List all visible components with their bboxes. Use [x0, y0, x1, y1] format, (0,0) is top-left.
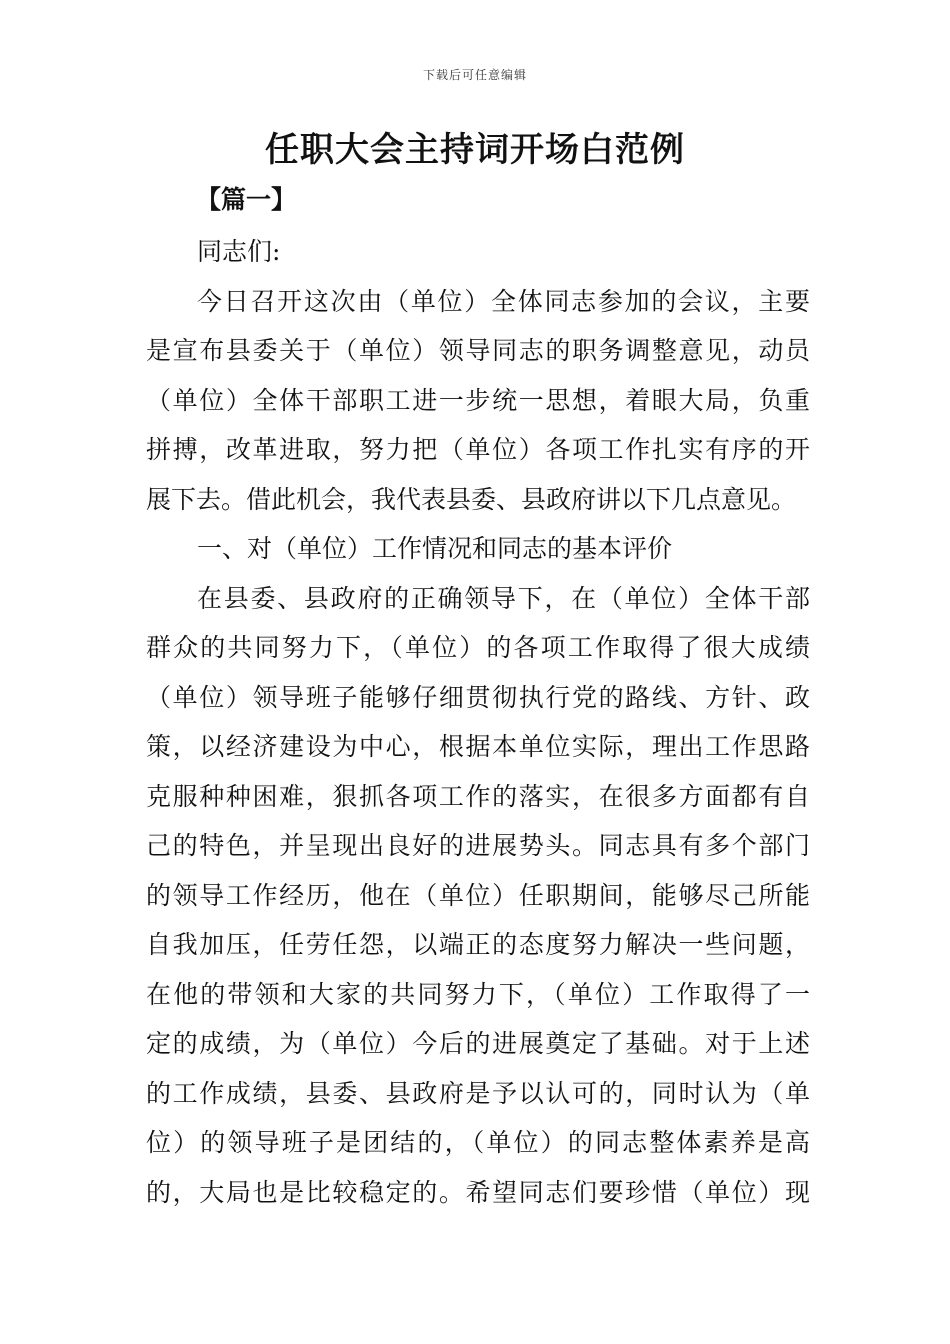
body-line: 位）的领导班子是团结的，（单位）的同志整体素养是高	[146, 1128, 810, 1157]
header-note: 下载后可任意编辑	[422, 68, 527, 82]
body-line: 的领导工作经历，他在（单位）任职期间，能够尽己所能	[146, 880, 810, 910]
body-line: 策，以经济建设为中心，根据本单位实际，理出工作思路	[146, 732, 810, 761]
document-title: 任职大会主持词开场白范例	[265, 130, 685, 170]
body-line: 的，大局也是比较稳定的。希望同志们要珍惜（单位）现	[146, 1177, 810, 1207]
body-line: 克服种种困难，狠抓各项工作的落实，在很多方面都有自	[146, 781, 810, 811]
document-body	[146, 227, 810, 1217]
body-line: 在县委、县政府的正确领导下，在（单位）全体干部	[197, 583, 810, 613]
body-line: 自我加压，任劳任怨，以端正的态度努力解决一些问题，	[146, 930, 810, 959]
body-line: 同志们:	[197, 237, 281, 266]
body-line: 定的成绩，为（单位）今后的进展奠定了基础。对于上述	[146, 1029, 810, 1058]
body-line: 今日召开这次由（单位）全体同志参加的会议，主要	[197, 286, 810, 316]
body-line: 的工作成绩，县委、县政府是予以认可的，同时认为（单	[146, 1078, 810, 1108]
body-line: 己的特色，并呈现出良好的进展势头。同志具有多个部门	[146, 831, 810, 860]
section-label: 【篇一】	[196, 185, 297, 214]
body-line: （单位）全体干部职工进一步统一思想，着眼大局，负重	[146, 385, 810, 415]
body-line: 在他的带领和大家的共同努力下，（单位）工作取得了一	[146, 979, 810, 1009]
body-line: 群众的共同努力下，（单位）的各项工作取得了很大成绩	[146, 633, 810, 662]
body-line: 展下去。借此机会，我代表县委、县政府讲以下几点意见。	[146, 484, 797, 514]
body-line: 是宣布县委关于（单位）领导同志的职务调整意见，动员	[146, 336, 810, 365]
body-line: 拼搏，改革进取，努力把（单位）各项工作扎实有序的开	[146, 435, 810, 464]
body-line: 一、对（单位）工作情况和同志的基本评价	[197, 534, 673, 563]
body-line: （单位）领导班子能够仔细贯彻执行党的路线、方针、政	[146, 682, 810, 712]
